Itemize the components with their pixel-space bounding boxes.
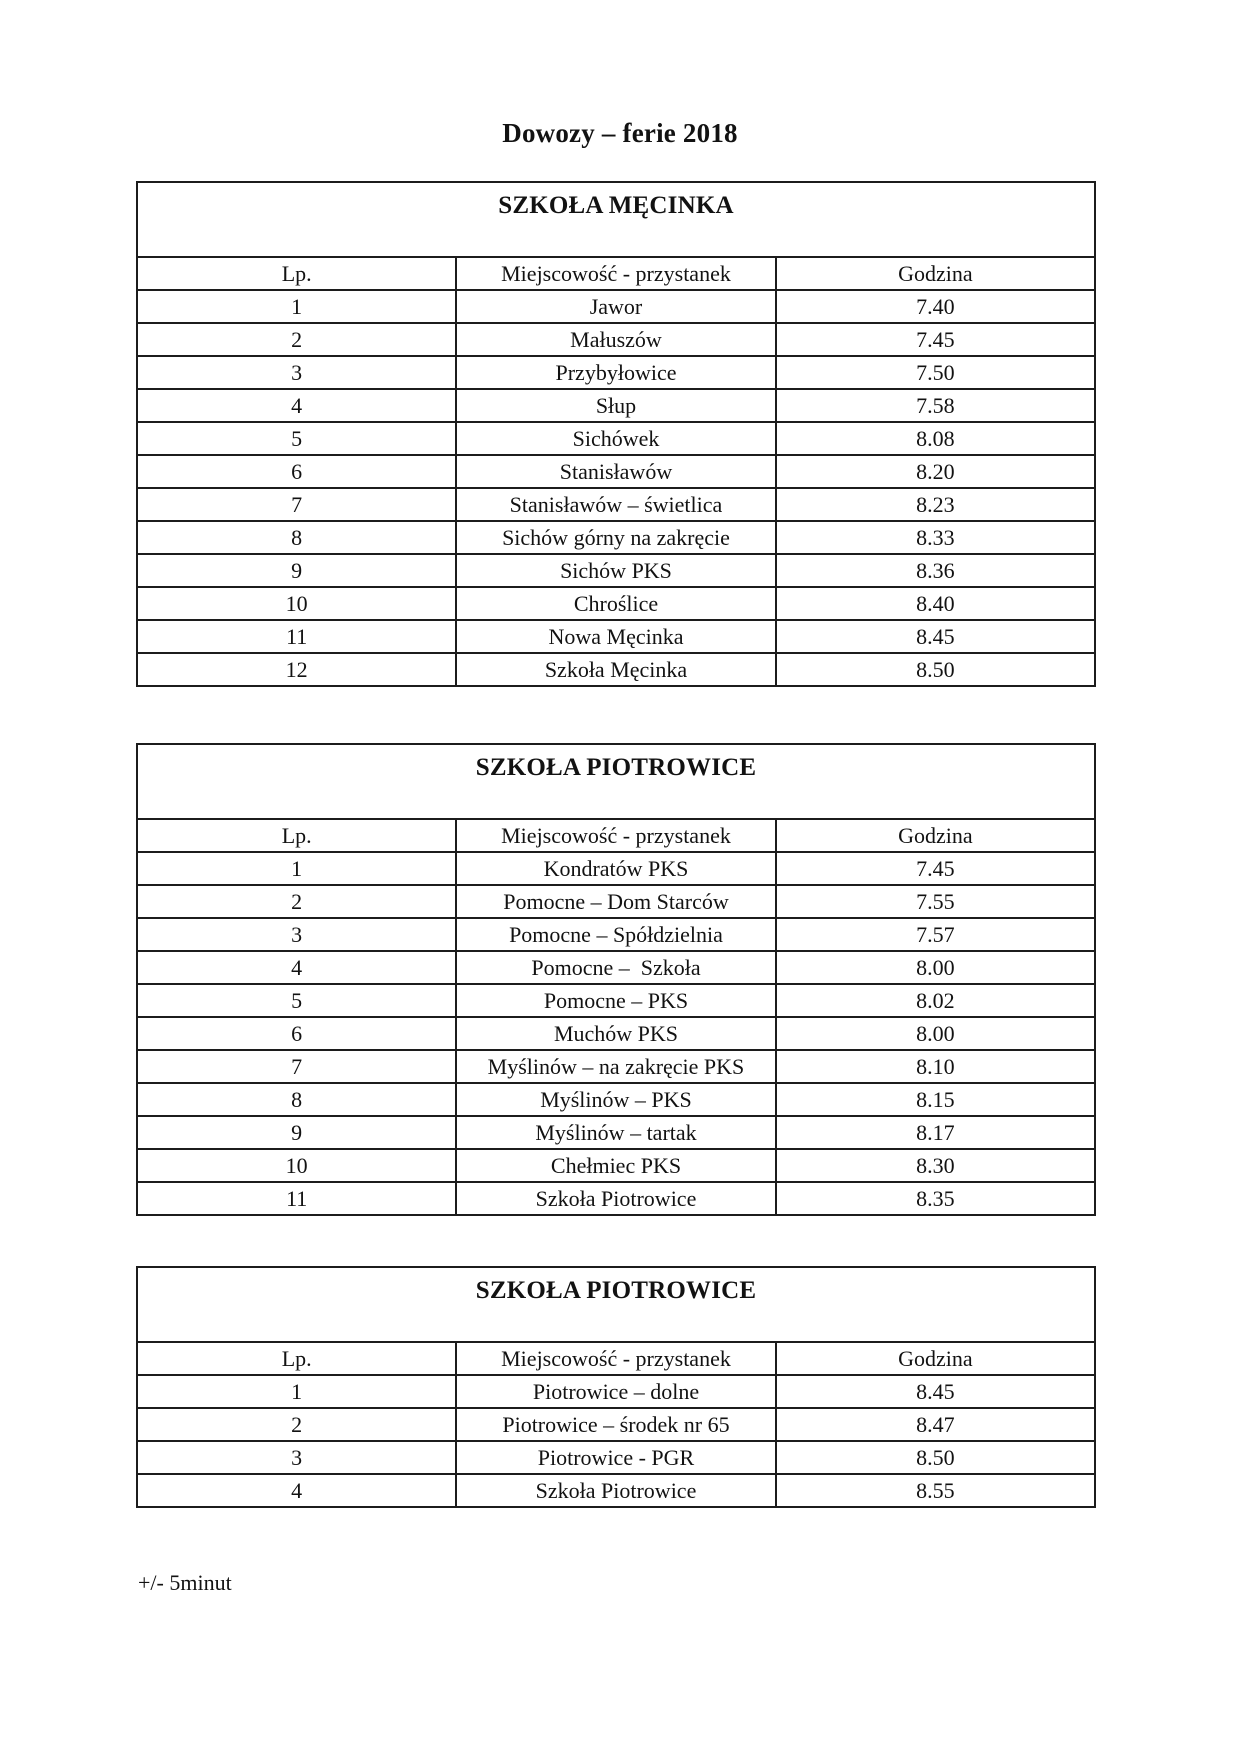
table-row [137,1375,1095,1408]
table-row [137,1116,1095,1149]
table-row [137,1182,1095,1215]
column-header: Godzina [776,819,1095,852]
time-cell: 8.08 [776,422,1095,455]
column-header-row [137,1342,1095,1375]
place-cell: Stanisławów – świetlica [456,488,775,521]
place-cell: Piotrowice – dolne [456,1375,775,1408]
place-cell: Słup [456,389,775,422]
row-number-cell: 2 [137,323,456,356]
time-cell: 8.45 [776,1375,1095,1408]
schedule-table [136,1266,1096,1508]
column-header: Lp. [137,819,456,852]
row-number-cell: 2 [137,1408,456,1441]
schedule-table [136,181,1096,687]
column-header-row [137,819,1095,852]
page-title: Dowozy – ferie 2018 [502,118,738,148]
schedule-table [136,743,1096,1216]
row-number-cell: 9 [137,554,456,587]
row-number-cell: 10 [137,1149,456,1182]
place-cell: Piotrowice - PGR [456,1441,775,1474]
table-row [137,323,1095,356]
place-cell: Chroślice [456,587,775,620]
table-row [137,1017,1095,1050]
time-cell: 8.50 [776,1441,1095,1474]
table-row [137,290,1095,323]
time-cell: 8.30 [776,1149,1095,1182]
row-number-cell: 3 [137,918,456,951]
place-cell: Przybyłowice [456,356,775,389]
row-number-cell: 4 [137,1474,456,1507]
place-cell: Szkoła Piotrowice [456,1474,775,1507]
time-cell: 8.15 [776,1083,1095,1116]
time-cell: 8.00 [776,1017,1095,1050]
time-cell: 8.17 [776,1116,1095,1149]
time-cell: 8.55 [776,1474,1095,1507]
place-cell: Pomocne – Spółdzielnia [456,918,775,951]
time-cell: 7.57 [776,918,1095,951]
place-cell: Sichówek [456,422,775,455]
table-row [137,1050,1095,1083]
time-cell: 8.20 [776,455,1095,488]
row-number-cell: 3 [137,356,456,389]
place-cell: Pomocne – PKS [456,984,775,1017]
table-row [137,918,1095,951]
table-row [137,984,1095,1017]
table-row [137,356,1095,389]
place-cell: Muchów PKS [456,1017,775,1050]
time-cell: 8.35 [776,1182,1095,1215]
place-cell: Myślinów – tartak [456,1116,775,1149]
column-header: Godzina [776,1342,1095,1375]
table-title-row [137,744,1095,819]
time-cell: 7.40 [776,290,1095,323]
place-cell: Pomocne – Dom Starców [456,885,775,918]
row-number-cell: 10 [137,587,456,620]
time-cell: 8.23 [776,488,1095,521]
row-number-cell: 6 [137,1017,456,1050]
row-number-cell: 8 [137,521,456,554]
row-number-cell: 6 [137,455,456,488]
footer-note: +/- 5minut [138,1570,232,1595]
table-title: SZKOŁA PIOTROWICE [137,1267,1095,1342]
row-number-cell: 1 [137,1375,456,1408]
table-row [137,455,1095,488]
table-row [137,521,1095,554]
time-cell: 7.45 [776,852,1095,885]
place-cell: Jawor [456,290,775,323]
row-number-cell: 7 [137,1050,456,1083]
place-cell: Nowa Męcinka [456,620,775,653]
time-cell: 8.33 [776,521,1095,554]
column-header: Lp. [137,1342,456,1375]
table-row [137,653,1095,686]
time-cell: 7.50 [776,356,1095,389]
table-row [137,389,1095,422]
table-row [137,1149,1095,1182]
place-cell: Pomocne – Szkoła [456,951,775,984]
place-cell: Chełmiec PKS [456,1149,775,1182]
row-number-cell: 3 [137,1441,456,1474]
time-cell: 8.10 [776,1050,1095,1083]
time-cell: 8.36 [776,554,1095,587]
table-row [137,1474,1095,1507]
table-row [137,1441,1095,1474]
row-number-cell: 5 [137,422,456,455]
column-header: Godzina [776,257,1095,290]
tables-container [0,181,1240,1508]
row-number-cell: 4 [137,951,456,984]
column-header: Miejscowość - przystanek [456,819,775,852]
table-row [137,620,1095,653]
row-number-cell: 1 [137,290,456,323]
row-number-cell: 4 [137,389,456,422]
time-cell: 8.00 [776,951,1095,984]
time-cell: 8.47 [776,1408,1095,1441]
column-header-row [137,257,1095,290]
row-number-cell: 5 [137,984,456,1017]
table-title: SZKOŁA MĘCINKA [137,182,1095,257]
place-cell: Szkoła Męcinka [456,653,775,686]
place-cell: Sichów górny na zakręcie [456,521,775,554]
time-cell: 8.02 [776,984,1095,1017]
time-cell: 7.55 [776,885,1095,918]
place-cell: Stanisławów [456,455,775,488]
time-cell: 7.45 [776,323,1095,356]
table-row [137,1408,1095,1441]
time-cell: 8.50 [776,653,1095,686]
row-number-cell: 11 [137,1182,456,1215]
column-header: Miejscowość - przystanek [456,257,775,290]
column-header: Miejscowość - przystanek [456,1342,775,1375]
table-row [137,554,1095,587]
place-cell: Sichów PKS [456,554,775,587]
table-title-row [137,182,1095,257]
time-cell: 7.58 [776,389,1095,422]
time-cell: 8.45 [776,620,1095,653]
table-row [137,885,1095,918]
table-row [137,587,1095,620]
time-cell: 8.40 [776,587,1095,620]
place-cell: Małuszów [456,323,775,356]
place-cell: Myślinów – PKS [456,1083,775,1116]
table-row [137,852,1095,885]
row-number-cell: 9 [137,1116,456,1149]
row-number-cell: 1 [137,852,456,885]
place-cell: Myślinów – na zakręcie PKS [456,1050,775,1083]
place-cell: Szkoła Piotrowice [456,1182,775,1215]
row-number-cell: 12 [137,653,456,686]
column-header: Lp. [137,257,456,290]
table-title-row [137,1267,1095,1342]
row-number-cell: 2 [137,885,456,918]
table-row [137,1083,1095,1116]
row-number-cell: 8 [137,1083,456,1116]
row-number-cell: 7 [137,488,456,521]
table-row [137,422,1095,455]
place-cell: Kondratów PKS [456,852,775,885]
table-title: SZKOŁA PIOTROWICE [137,744,1095,819]
table-row [137,951,1095,984]
row-number-cell: 11 [137,620,456,653]
table-row [137,488,1095,521]
place-cell: Piotrowice – środek nr 65 [456,1408,775,1441]
